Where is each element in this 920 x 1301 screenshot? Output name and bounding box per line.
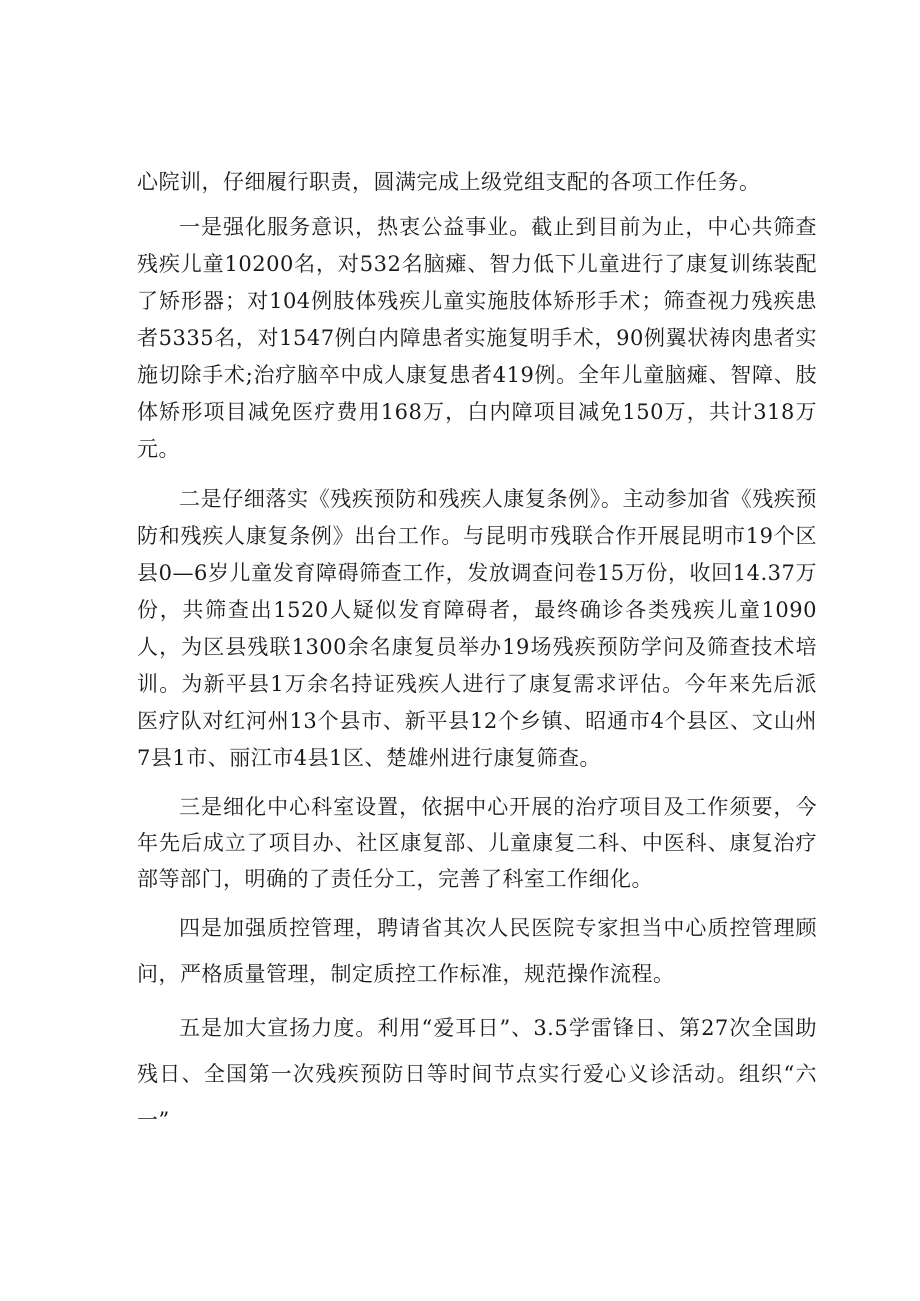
paragraph-rehabilitation-regulations: 二是仔细落实《残疾预防和残疾人康复条例》。主动参加省《残疾预防和残疾人康复条例》出台工作。与昆明市残联合作开展昆明市19个区县0—6岁儿童发育障碍筛查工作，发放调查问卷15万份，收回14.37万份，共筛查出1520人疑似发育障碍者，最终确诊各类残疾儿童1090人，为区县残联1300余名康复员举办19场残疾预防学问及筛查技术培训。为新平县1万余名持证残疾人进行了康复需求评估。今年来先后派医疗队对红河州13个县市、新平县12个乡镇、昭通市4个县区、文山州7县1市、丽江市4县1区、楚雄州进行康复筛查。: [137, 487, 817, 770]
paragraph-publicity: 五是加大宣扬力度。利用“爱耳日”、3.5学雷锋日、第27次全国助残日、全国第一次残疾预防日等时间节点实行爱心义诊活动。组织“六一”: [137, 1016, 817, 1132]
paragraph-continuation: 心院训，仔细履行职责，圆满完成上级党组支配的各项工作任务。: [137, 170, 761, 194]
paragraph-department-setup: 三是细化中心科室设置，依据中心开展的治疗项目及工作须要，今年先后成立了项目办、社区康复部、儿童康复二科、中医科、康复治疗部等部门，明确的了责任分工，完善了科室工作细化。: [137, 795, 817, 891]
paragraph-quality-control: 四是加强质控管理，聘请省其次人民医院专家担当中心质控管理顾问，严格质量管理，制定质控工作标准，规范操作流程。: [137, 916, 817, 986]
document-body: [137, 163, 817, 1143]
paragraph-service-awareness: 一是强化服务意识，热衷公益事业。截止到目前为止，中心共筛查残疾儿童10200名，对532名脑瘫、智力低下儿童进行了康复训练装配了矫形器；对104例肢体残疾儿童实施肢体矫形手术；筛查视力残疾患者5335名，对1547例白内障患者实施复明手术，90例翼状祷肉患者实施切除手术;治疗脑卒中成人康复患者419例。全年儿童脑瘫、智障、肢体矫形项目减免医疗费用168万，白内障项目减免150万，共计318万元。: [137, 215, 817, 461]
